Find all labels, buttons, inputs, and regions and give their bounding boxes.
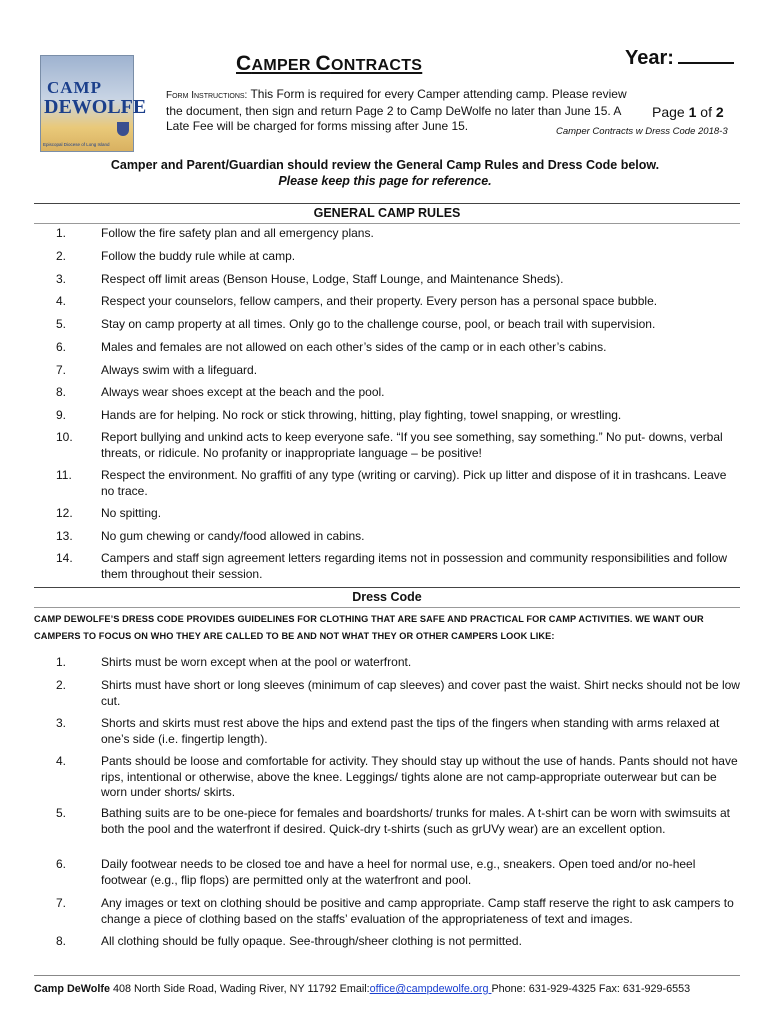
item-number: 7. bbox=[56, 363, 67, 377]
item-text: Hands are for helping. No rock or stick throwing, hitting, play fighting, towel snapping, or wrestling. bbox=[101, 408, 622, 422]
item-number: 5. bbox=[56, 806, 67, 820]
logo-text-camp: CAMP bbox=[47, 78, 102, 97]
item-number: 9. bbox=[56, 408, 67, 422]
item-text: Bathing suits are to be one-piece for females and boardshorts/ trunks for males. A t-shirt can be worn with swimsuits at both the pool and the waterfront if desired. Quick-dry t-shirts (such as grUVy wear) are an excellent option. bbox=[101, 806, 730, 836]
item-text: Shirts must have short or long sleeves (minimum of cap sleeves) and cover past the waist. Shirt necks should not be low cut. bbox=[101, 678, 740, 708]
item-number: 12. bbox=[56, 506, 73, 520]
item-number: 8. bbox=[56, 385, 67, 399]
rules-title: GENERAL CAMP RULES bbox=[313, 206, 461, 220]
item-number: 6. bbox=[56, 340, 67, 354]
item-text: Shorts and skirts must rest above the hips and extend past the tips of the fingers when standing with arms relaxed at one’s side (i.e. fingertip length). bbox=[101, 716, 720, 746]
item-number: 14. bbox=[56, 551, 73, 565]
item-number: 4. bbox=[56, 294, 67, 308]
item-number: 5. bbox=[56, 317, 67, 331]
item-text: Pants should be loose and comfortable for activity. They should stay up without the use of hands. Pants should not have rips, intentional or otherwise, above the knee. Leggings/ tights alone are not camp-appropriate outerwear but can be worn under shorts/ skirts. bbox=[101, 754, 738, 799]
email-link[interactable]: office@campdewolfe.org bbox=[369, 983, 492, 995]
instructions-label: Form Instructions: bbox=[166, 90, 248, 101]
item-number: 8. bbox=[56, 934, 67, 948]
item-number: 2. bbox=[56, 249, 67, 263]
item-number: 10. bbox=[56, 430, 73, 444]
item-text: Shirts must be worn except when at the pool or waterfront. bbox=[101, 655, 412, 669]
instructions-text: This Form is required for every Camper attending camp. Please review the document, then sign and return Page 2 to Camp DeWolfe no later than June 15. A Late Fee will be charged for forms missing after June 15. bbox=[166, 87, 627, 133]
item-text: Respect the environment. No graffiti of any type (writing or carving). Pick up litter and dispose of it in trashcans. Leave no trace. bbox=[101, 468, 727, 498]
logo-text-dewolfe: DEWOLFE bbox=[44, 96, 147, 118]
item-number: 7. bbox=[56, 896, 67, 910]
camp-logo bbox=[40, 55, 147, 152]
year-label: Year: bbox=[625, 47, 674, 69]
item-number: 6. bbox=[56, 857, 67, 871]
footer bbox=[34, 983, 690, 995]
page-number: Page 1 of 2 bbox=[652, 104, 724, 120]
dress-code-intro: CAMP DEWOLFE’S DRESS CODE PROVIDES GUIDELINES FOR CLOTHING THAT ARE SAFE AND PRACTICAL FOR CAMP ACTIVITIES. WE WANT OUR CAMPERS TO FOCUS ON WHO THEY ARE CALLED TO BE AND NOT WHAT THEY OR OTHER CAMPERS LOOK LIKE: bbox=[34, 614, 704, 641]
item-text: Always wear shoes except at the beach and the pool. bbox=[101, 385, 385, 399]
item-number: 11. bbox=[56, 468, 72, 482]
year-field[interactable] bbox=[625, 47, 734, 70]
item-number: 2. bbox=[56, 678, 67, 692]
item-number: 1. bbox=[56, 655, 67, 669]
footer-address: 408 North Side Road, Wading River, NY 11792 Email: bbox=[110, 983, 370, 995]
item-number: 4. bbox=[56, 754, 67, 768]
item-text: Follow the buddy rule while at camp. bbox=[101, 249, 296, 263]
item-text: No spitting. bbox=[101, 506, 162, 520]
item-text: Stay on camp property at all times. Only go to the challenge course, pool, or beach trail with supervision. bbox=[101, 317, 656, 331]
shield-icon bbox=[117, 122, 129, 136]
page-title: CAMPER CONTRACTS bbox=[236, 52, 423, 75]
item-text: Males and females are not allowed on each other’s sides of the camp or in each other’s cabins. bbox=[101, 340, 607, 354]
item-number: 3. bbox=[56, 272, 67, 286]
item-text: Campers and staff sign agreement letters regarding items not in possession and community responsibilities and follow them throughout their session. bbox=[101, 551, 728, 581]
section-divider bbox=[34, 607, 740, 608]
year-blank[interactable] bbox=[678, 62, 734, 64]
item-number: 3. bbox=[56, 716, 67, 730]
item-text: Report bullying and unkind acts to keep everyone safe. “If you see something, say something.” No put- downs, verbal threats, or ridicule. No profanity or inappropriate language – be positive! bbox=[101, 430, 723, 460]
section-divider bbox=[34, 223, 740, 224]
footer-divider bbox=[34, 975, 740, 976]
item-text: Any images or text on clothing should be positive and camp appropriate. Camp staff reserve the right to ask campers to change a piece of clothing based on the staffs’ evaluation of the appropriateness of text and images. bbox=[101, 896, 734, 926]
review-line: Camper and Parent/Guardian should review the General Camp Rules and Dress Code below. bbox=[110, 158, 660, 172]
item-text: Daily footwear needs to be closed toe and have a heel for normal use, e.g., sneakers. Open toed and/or no-heel footwear (e.g., flip flops) are permitted only at the waterfront and pool. bbox=[101, 857, 696, 887]
review-notice bbox=[0, 157, 770, 189]
reference-line: Please keep this page for reference. bbox=[278, 174, 492, 188]
item-text: No gum chewing or candy/food allowed in cabins. bbox=[101, 529, 365, 543]
item-text: Respect your counselors, fellow campers, and their property. Every person has a personal space bubble. bbox=[101, 294, 658, 308]
item-text: Follow the fire safety plan and all emergency plans. bbox=[101, 226, 374, 240]
item-number: 1. bbox=[56, 226, 67, 240]
item-text: All clothing should be fully opaque. See-through/sheer clothing is not permitted. bbox=[101, 934, 522, 948]
section-divider bbox=[34, 203, 740, 204]
logo-tagline: Episcopal Diocese of Long Island bbox=[43, 142, 110, 147]
dress-code-title: Dress Code bbox=[352, 590, 422, 604]
item-text: Respect off limit areas (Benson House, Lodge, Staff Lounge, and Maintenance Sheds). bbox=[101, 272, 564, 286]
contract-code: Camper Contracts w Dress Code 2018-3 bbox=[556, 126, 728, 137]
section-divider bbox=[34, 587, 740, 588]
item-text: Always swim with a lifeguard. bbox=[101, 363, 258, 377]
footer-org: Camp DeWolfe bbox=[34, 983, 110, 995]
footer-phones: Phone: 631-929-4325 Fax: 631-929-6553 bbox=[491, 983, 691, 995]
item-number: 13. bbox=[56, 529, 73, 543]
